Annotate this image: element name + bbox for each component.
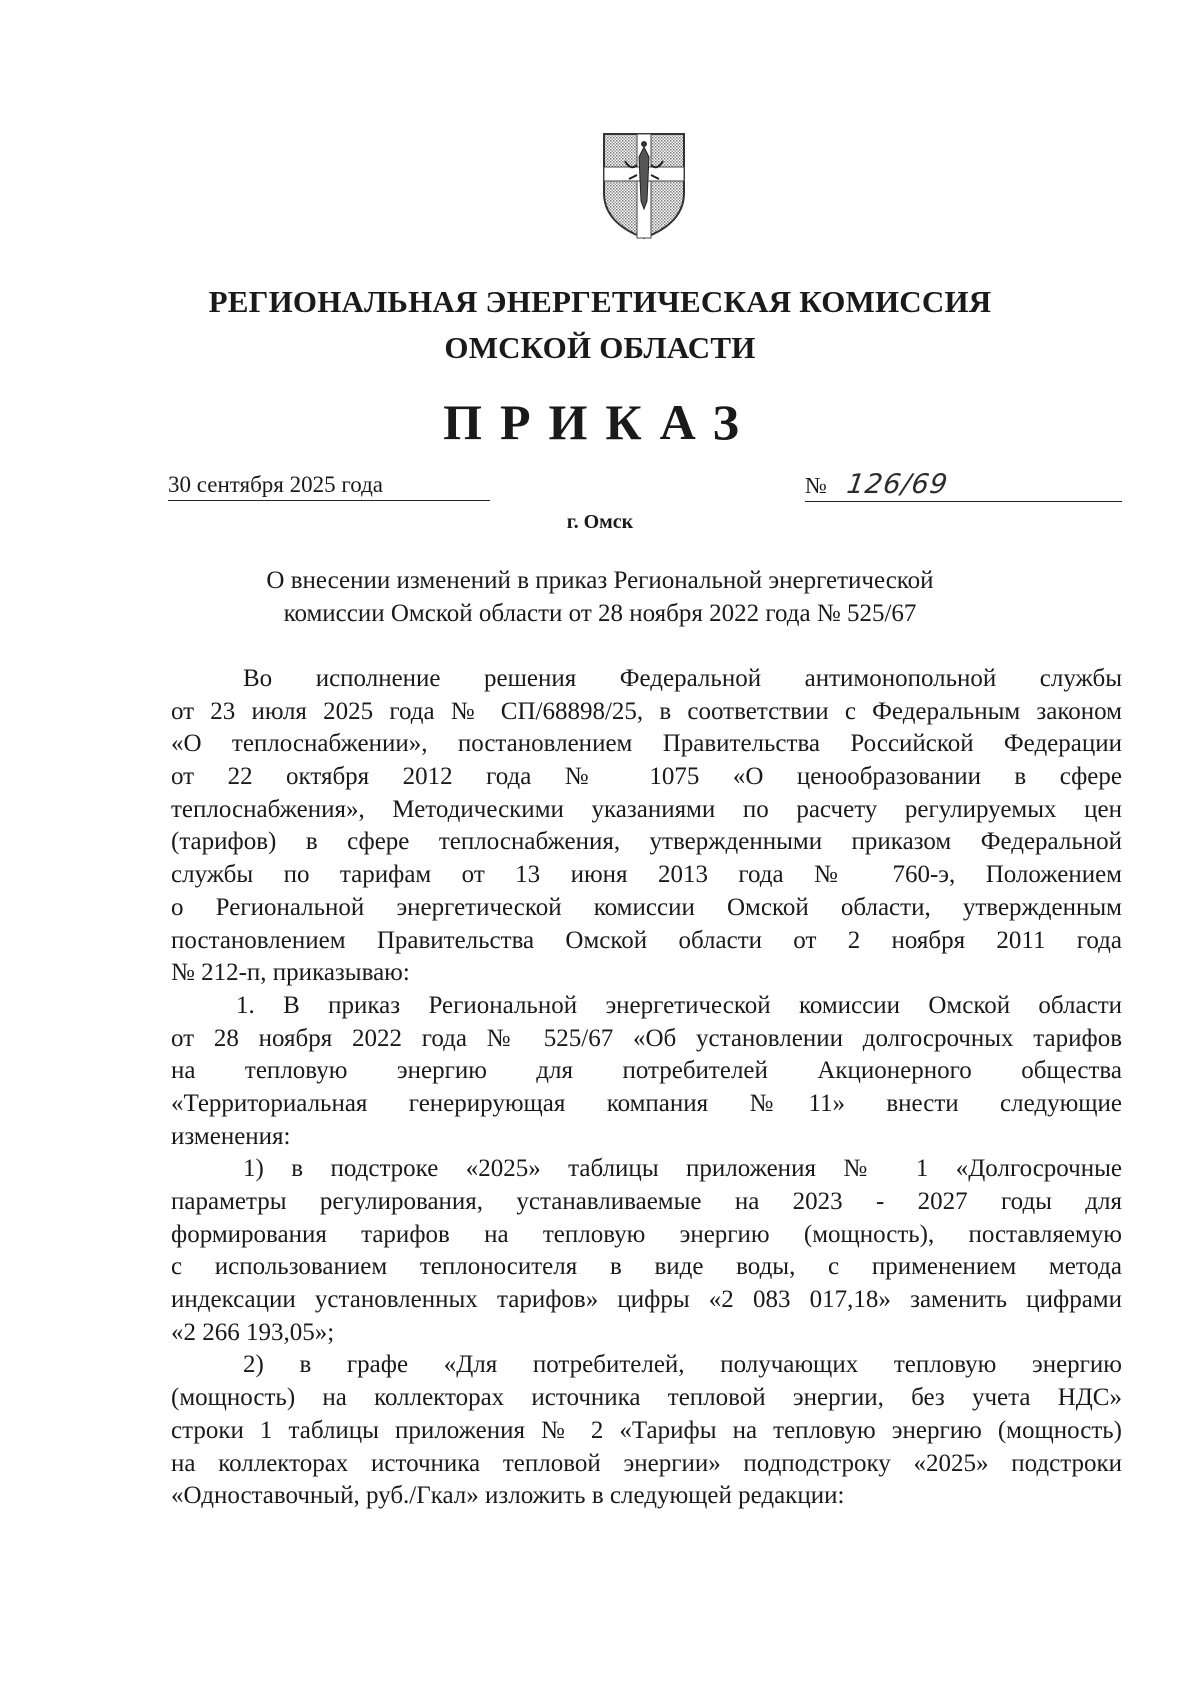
order-date: 30 сентября 2025 года (168, 472, 490, 501)
omsk-coat-of-arms-icon (601, 131, 687, 241)
body-line: (мощность) на коллекторах источника тепловой энергии, без учета НДС» (171, 1384, 1122, 1412)
body-line: индексации установленных тарифов» цифры «2 083 017,18» заменить цифрами (171, 1286, 1122, 1314)
body-line: «Территориальная генерирующая компания №11» внести следующие (171, 1089, 1122, 1117)
order-subject-line1: О внесении изменений в приказ Региональной энергетической (266, 567, 934, 594)
organization-name-line1: РЕГИОНАЛЬНАЯ ЭНЕРГЕТИЧЕСКАЯ КОМИССИЯ (208, 284, 992, 319)
body-line: 1) в подстроке «2025» таблицы приложения № 1 «Долгосрочные (243, 1155, 1122, 1183)
organization-name-line2: ОМСКОЙ ОБЛАСТИ (444, 330, 756, 365)
body-line: о Региональной энергетической комиссии Омской области, утвержденным (171, 893, 1122, 921)
body-line: 2) в графе «Для потребителей, получающих тепловую энергию (243, 1351, 1122, 1379)
body-line: Во исполнение решения Федеральной антимонопольной службы (243, 665, 1122, 692)
body-line: параметры регулирования, устанавливаемые на 2023 - 2027 годы для (171, 1188, 1122, 1215)
body-line: 1. В приказ Региональной энергетической комиссии Омской области (236, 991, 1122, 1019)
order-subject-line2: комиссии Омской области от 28 ноября 2022 года № 525/67 (283, 600, 917, 627)
body-line: «2 266 193,05»; (171, 1318, 335, 1346)
body-line: (тарифов) в сфере теплоснабжения, утвержденными приказом Федеральной (171, 828, 1122, 856)
body-line: от 22 октября 2012 года № 1075 «О ценообразовании в сфере (171, 763, 1122, 791)
body-line: изменения: (171, 1122, 291, 1150)
document-type-title: ПРИКАЗ (443, 394, 757, 450)
body-line: теплоснабжения», Методическими указаниями по расчету регулируемых цен (171, 795, 1122, 823)
number-sign: № (805, 473, 827, 498)
city-name: г. Омск (566, 511, 634, 533)
body-line: на тепловую энергию для потребителей Акционерного общества (171, 1057, 1122, 1085)
body-line: «Одноставочный, руб./Гкал» изложить в следующей редакции: (171, 1482, 845, 1510)
body-line: строки 1 таблицы приложения № 2 «Тарифы на тепловую энергию (мощность) (171, 1416, 1122, 1444)
body-line: постановлением Правительства Омской области от 2 ноября 2011 года (171, 926, 1122, 954)
body-line: на коллекторах источника тепловой энергии» подподстроку «2025» подстроки (171, 1449, 1122, 1477)
body-line: от 28 ноября 2022 года № 525/67 «Об установлении долгосрочных тарифов (171, 1024, 1122, 1052)
body-line: «О теплоснабжении», постановлением Правительства Российской Федерации (171, 730, 1122, 758)
body-line: № 212-п, приказываю: (171, 959, 410, 987)
order-body (171, 663, 1122, 1513)
body-line: от 23 июля 2025 года № СП/68898/25, в соответствии с Федеральным законом (171, 697, 1122, 725)
order-number-field (805, 469, 1122, 502)
body-line: с использованием теплоносителя в виде воды, с применением метода (171, 1253, 1122, 1281)
body-line: службы по тарифам от 13 июня 2013 года № 760-э, Положением (171, 861, 1122, 889)
body-line: формирования тарифов на тепловую энергию (мощность), поставляемую (171, 1220, 1122, 1248)
order-number-handwritten: 126/69 (844, 469, 950, 500)
